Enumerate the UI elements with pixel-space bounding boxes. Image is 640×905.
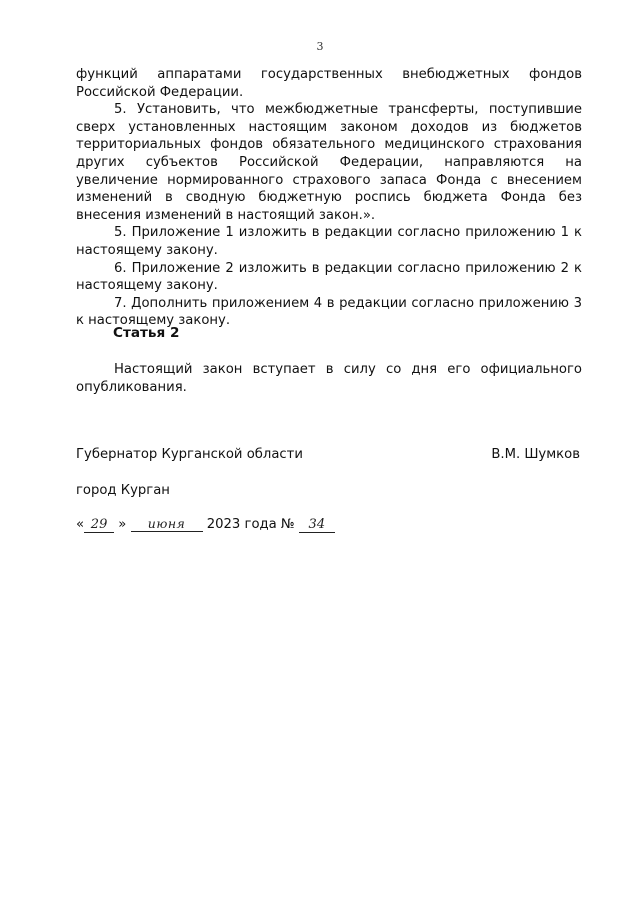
paragraph-item-5-transfers: 5. Установить, что межбюджетные трансферты, поступившие сверх установленных настоящим законом доходов из бюджетов территориальных фондов обязательного медицинского страхования других субъектов Российской Федерации, направляются на увеличение нормированного страхового запаса Фонда с внесением изменений в сводную бюджетную роспись бюджета Фонда без внесения изменений в настоящий закон.». [76,102,582,223]
date-month-handwritten: июня [131,517,203,532]
law-number-handwritten: 34 [299,518,335,533]
page-number: 3 [316,40,324,53]
city-line: город Курган [76,483,170,498]
article-2-text: Настоящий закон вступает в силу со дня его официального опубликования. [76,362,582,395]
date-year-text: 2023 года № [206,517,295,532]
signatory-position: Губернатор Курганской области [76,447,303,462]
paragraph-continuation: функций аппаратами государственных внебюджетных фондов Российской Федерации. [76,67,582,100]
date-close-quote: » [118,517,127,532]
document-body [76,66,582,330]
date-day-handwritten: 29 [84,518,114,533]
paragraph-item-5-appendix-1: 5. Приложение 1 изложить в редакции согласно приложению 1 к настоящему закону. [76,225,582,258]
signatory-name: В.М. Шумков [491,447,580,462]
paragraph-item-6-appendix-2: 6. Приложение 2 изложить в редакции согласно приложению 2 к настоящему закону. [76,260,582,294]
article-2-title: Статья 2 [113,325,180,341]
paragraph-item-7-appendix-4: 7. Дополнить приложением 4 в редакции согласно приложению 3 к настоящему закону. [76,295,582,329]
date-open-quote: « [76,517,85,532]
date-line [76,517,335,533]
